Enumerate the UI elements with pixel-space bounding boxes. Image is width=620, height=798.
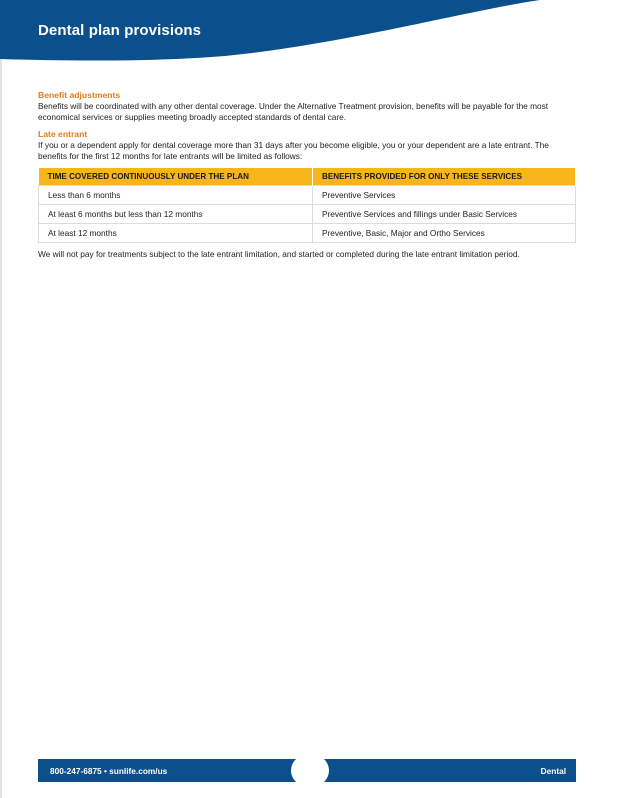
footer-notch-shape — [291, 755, 329, 786]
column-header-benefits: BENEFITS PROVIDED FOR ONLY THESE SERVICES — [313, 168, 576, 186]
table-cell: Less than 6 months — [39, 186, 313, 205]
table-row — [39, 205, 576, 224]
late-entrant-note: We will not pay for treatments subject to the late entrant limitation, and started or completed during the late entrant limitation period. — [38, 249, 520, 260]
table-row — [39, 186, 576, 205]
page-title: Dental plan provisions — [38, 22, 202, 39]
table-cell: Preventive Services and fillings under Basic Services — [313, 205, 576, 224]
table-cell: Preventive Services — [313, 186, 576, 205]
table-row — [39, 224, 576, 243]
table-cell: At least 6 months but less than 12 months — [39, 205, 313, 224]
page-edge — [0, 0, 2, 798]
benefit-adjustments-heading: Benefit adjustments — [38, 90, 121, 100]
footer-contact: 800-247-6875 • sunlife.com/us — [50, 766, 168, 776]
table-header-row — [39, 168, 576, 186]
table-cell: Preventive, Basic, Major and Ortho Services — [313, 224, 576, 243]
column-header-time: TIME COVERED CONTINUOUSLY UNDER THE PLAN — [39, 168, 313, 186]
late-entrant-body: If you or a dependent apply for dental coverage more than 31 days after you become eligible, you or your dependent are a late entrant. The benefits for the first 12 months for late entrants will be limited as follows: — [38, 140, 549, 161]
spacer — [38, 122, 578, 129]
footer-bar — [38, 759, 576, 782]
header-banner — [0, 0, 620, 62]
main-content — [38, 90, 578, 260]
late-entrant-heading: Late entrant — [38, 129, 88, 140]
footer-section-label: Dental — [540, 766, 566, 776]
table-cell: At least 12 months — [39, 224, 313, 243]
benefit-adjustments-body: Benefits will be coordinated with any other dental coverage. Under the Alternative Treatment provision, benefits will be payable for the most economical services or supplies meeting broadly accepted standards of dental care. — [38, 101, 549, 122]
late-entrant-table — [38, 168, 576, 243]
